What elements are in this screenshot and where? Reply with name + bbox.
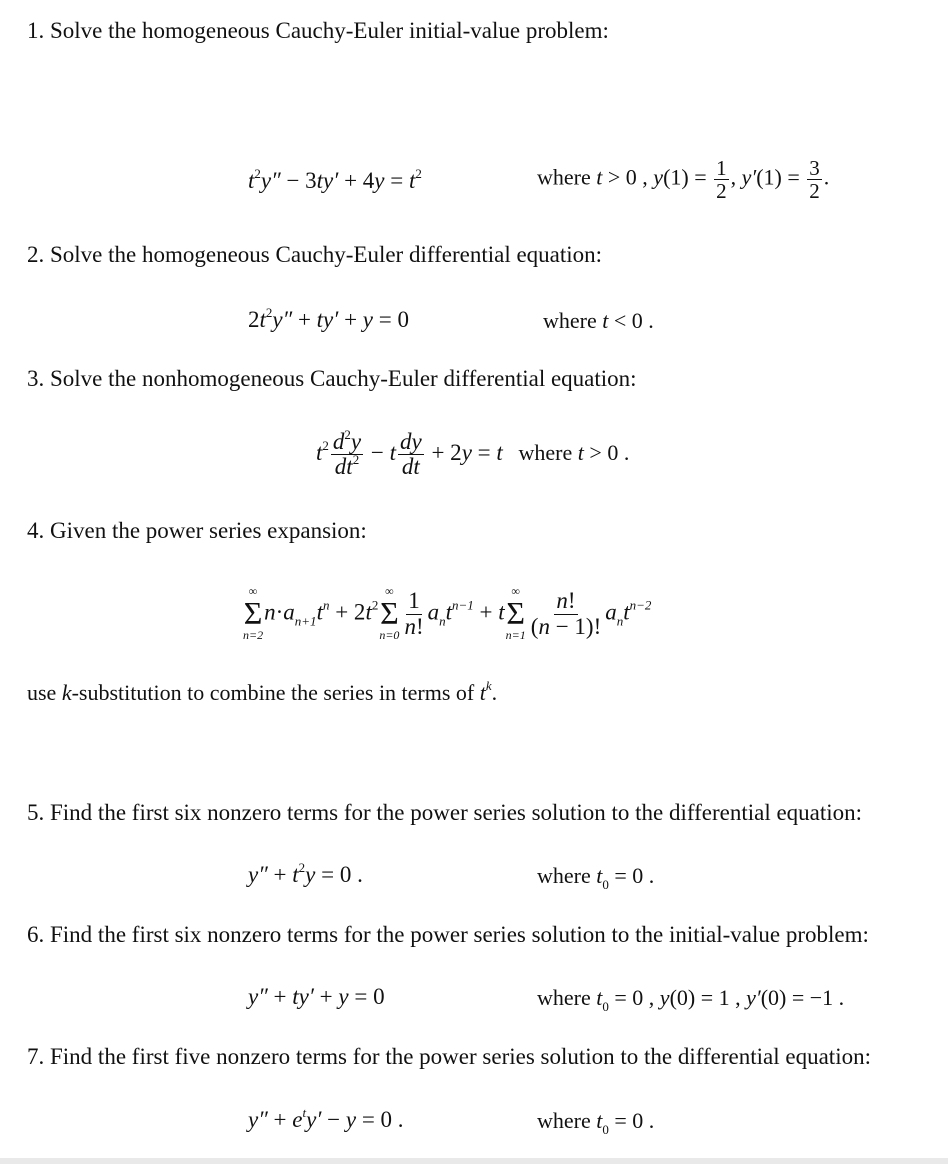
problem-6-equation: y″ + ty′ + y = 0 [248,984,385,1009]
problem-2-condition: where t < 0 . [543,308,654,333]
where-text: where [537,1108,591,1133]
problem-4-instruction: use k-substitution to combine the series in terms of $t^k$. [27,678,498,705]
problem-4-series: ∞ Σ n=2 $n\cdot a_{n+1}t^n + 2t^2$ ∞ Σ n=0 $\frac{1}{n!}$ $a_nt^{n-1} + t$ ∞ Σ n=1 $\frac{n!}{(n - 1)!}$ $a_nt^{n-2}$ [243,584,652,642]
instruction-text: -substitution to combine the series in terms of [71,680,475,705]
problem-3-label: 3. Solve the nonhomogeneous Cauchy-Euler differential equation: [27,366,637,391]
problem-1-equation: $t^2y'' - 3ty' + 4y = t^2$ [248,166,422,193]
problem-5-condition: where $t_0 = 0$ . [537,863,655,892]
problem-4-label: 4. Given the power series expansion: [27,518,367,543]
problem-7-label: 7. Find the first five nonzero terms for the power series solution to the differential equation: [27,1044,871,1069]
problem-7-equation: $y'' + e^ty' - y = 0$ . [248,1105,404,1132]
page-bottom-edge [0,1158,948,1164]
problem-5-equation: $y'' + t^2y = 0$ . [248,860,363,887]
problem-2-equation: $2t^2y'' + ty' + y = 0$ [248,305,409,332]
k-variable: k [61,680,72,705]
where-text: where [543,308,597,333]
problem-5-label: 5. Find the first six nonzero terms for the power series solution to the differential equation: [27,800,863,825]
where-text: where [537,164,591,190]
problem-2-label: 2. Solve the homogeneous Cauchy-Euler differential equation: [27,242,603,267]
where-text: where [537,985,591,1010]
problem-1-label: 1. Solve the homogeneous Cauchy-Euler initial-value problem: [27,18,609,43]
where-text: where [537,863,591,888]
use-text: use [27,680,57,705]
problem-7-condition: where $t_0 = 0$ . [537,1108,655,1137]
where-text: where [518,439,573,465]
problem-6-condition: where $t_0 = 0$ , y(0) = 1 , y′(0) = −1 . [537,985,845,1014]
problem-6-label: 6. Find the first six nonzero terms for the power series solution to the initial-value problem: [27,922,869,947]
problem-1-condition: where t > 0 , y(1) = $\frac{1}{2}$ , y′(1) = $\frac{3}{2}$ . [537,156,830,204]
problem-3-equation: $t^2$ $\frac{d^2y}{dt^2}$ − t $\frac{dy}{dt}$ + 2y = t where t > 0 . [316,427,630,480]
